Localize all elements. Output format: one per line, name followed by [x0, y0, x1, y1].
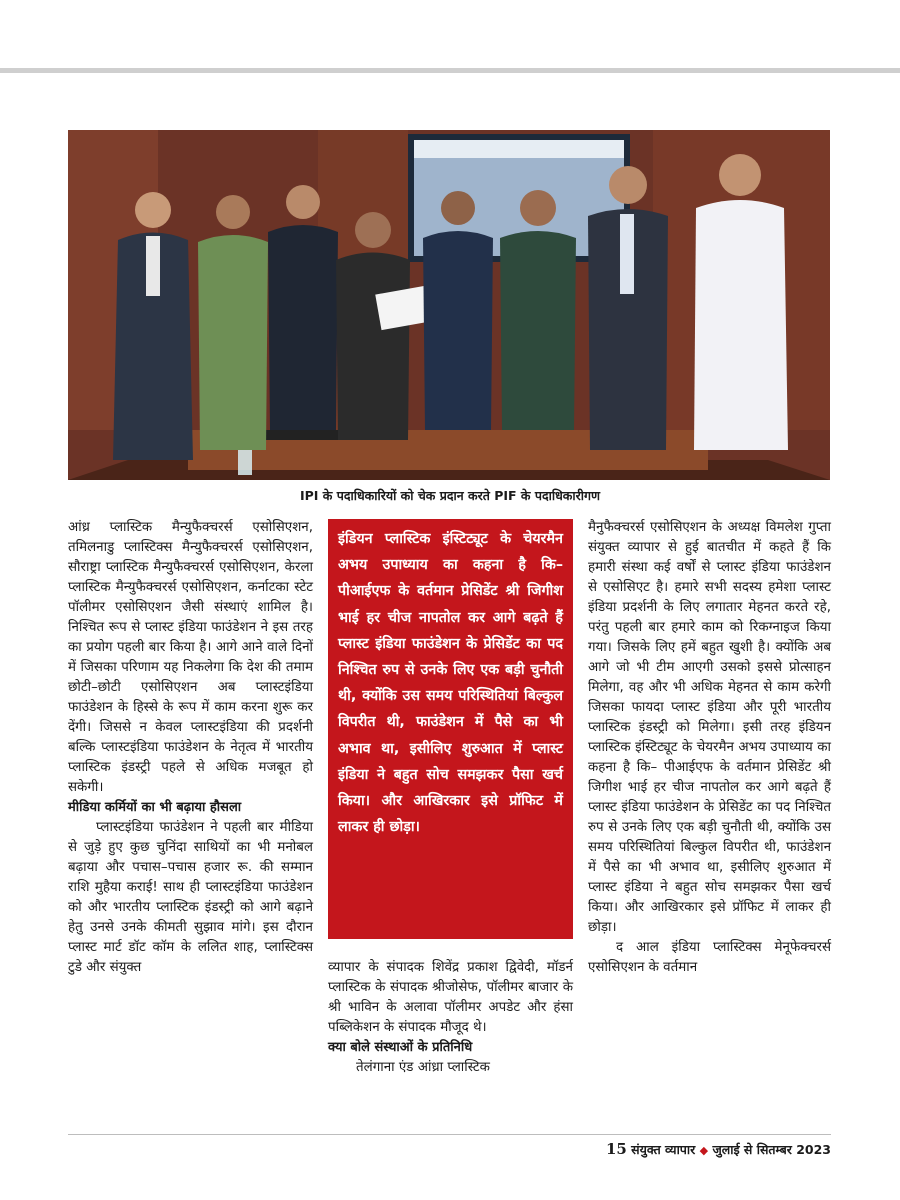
article-column-3 — [588, 518, 831, 978]
column2-subheading: क्या बोले संस्थाओं के प्रतिनिधि — [328, 1040, 473, 1055]
event-photo — [68, 130, 830, 480]
page-number: 15 — [605, 1140, 627, 1158]
article-column-1 — [68, 518, 313, 978]
event-photo-illustration — [68, 130, 830, 480]
article-column-2 — [328, 958, 573, 1078]
diamond-icon: ◆ — [699, 1144, 709, 1157]
column1-paragraph-2: प्लास्टइंडिया फाउंडेशन ने पहली बार मीडिया से जुड़े हुए कुछ चुनिंदा साथियों का भी मनोबल बढ़ाया और पचास–पचास हजार रू. की सम्मान राशि मुहैया कराई! साथ ही प्लास्टइंडिया फाउंडेशन को और भारतीय प्लास्टिक इंडस्ट्री को आगे बढ़ाने हेतु उनसे उनके कीमती सुझाव मांगे। इस दौरान प्लास्ट मार्ट डॉट कॉम के ललित शाह, प्लास्टिक्स टुडे और संयुक्त — [68, 820, 313, 975]
column2-paragraph-1: व्यापार के संपादक शिवेंद्र प्रकाश द्विवेदी, मॉडर्न प्लास्टिक के संपादक श्रीजोसेफ, पॉलीमर बाजार के श्री भाविन के अलावा पॉलीमर अपडेट और हंसा पब्लिकेशन के संपादक मौजूद थे। — [328, 960, 573, 1035]
column1-paragraph-1: आंध्र प्लास्टिक मैन्युफैक्चरर्स एसोसिएशन, तमिलनाडु प्लास्टिक्स मैन्युफैक्चरर्स एसोसिएशन, सौराष्ट्रा प्लास्टिक मैन्युफैक्चरर्स एसोसिएशन, केरला प्लास्टिक मैन्युफैक्चरर्स एसोसिएशन, कर्नाटका स्टेट पॉलीमर एसोसिएशन जैसी संस्थाएं शामिल है। निश्चित रूप से प्लास्ट इंडिया फाउंडेशन ने इस तरह का प्रयोग पहली बार किया है। आगे आने वाले दिनों में जिसका परिणाम यह निकलेगा कि देश की तमाम छोटी–छोटी एसोसिएशन अब प्लास्टइंडिया फाउंडेशन के हिस्से के रूप में काम करना शुरू कर देंगी। जिससे न केवल प्लास्टइंडिया की प्रदर्शनी बल्कि प्लास्टइंडिया फाउंडेशन के नेतृत्व में भारतीय प्लास्टिक इंडस्ट्री पहले से अधिक मजबूत हो सकेगी। — [68, 520, 313, 795]
column1-subheading: मीडिया कर्मियों का भी बढ़ाया हौसला — [68, 800, 242, 815]
page-footer — [606, 1140, 831, 1158]
top-rule — [0, 68, 900, 73]
pull-quote-box: इंडियन प्लास्टिक इंस्टिट्यूट के चेयरमैन अभय उपाध्याय का कहना है कि– पीआईएफ के वर्तमान प्रेसिडेंट श्री जिगीश भाई हर चीज नापतोल कर आगे बढ़ते हैं प्लास्ट इंडिया फाउंडेशन के प्रेसिडेंट का पद निश्चित रुप से उनके लिए एक बड़ी चुनौती थी, क्योंकि उस समय परिस्थितियां बिल्कुल विपरीत थी, फाउंडेशन में पैसे का भी अभाव था, इसीलिए शुरुआत में प्लास्ट इंडिया ने बहुत सोच समझकर पैसा खर्च किया। और आखिरकार इसे प्रॉफिट में लाकर ही छोड़ा। — [328, 519, 573, 939]
issue-date: जुलाई से सितम्बर 2023 — [712, 1142, 831, 1157]
photo-caption: IPI के पदाधिकारियों को चेक प्रदान करते PIF के पदाधिकारीगण — [299, 488, 601, 503]
keyboard — [258, 430, 348, 440]
footer-rule — [68, 1134, 831, 1135]
column3-paragraph-2: द आल इंडिया प्लास्टिक्स मेनूफेक्चरर्स एसोसिएशन के वर्तमान — [588, 940, 831, 975]
column2-paragraph-2: तेलंगाना एंड आंध्रा प्लास्टिक — [356, 1060, 490, 1075]
column3-paragraph-1: मैनुफैक्चरर्स एसोसिएशन के अध्यक्ष विमलेश गुप्ता संयुक्त व्यापार से हुई बातचीत में कहते हैं कि हमारी संस्था कई वर्षों से प्लास्ट इंडिया फाउंडेशन से एसोसिएट है। हमारे सभी सदस्य हमेशा प्लास्ट इंडिया प्रदर्शनी के लिए लगातार मेहनत करते रहे, परंतु पहली बार हमारे काम को रिकग्नाइज किया गया। जिसके लिए हमें बहुत खुशी है। क्योंकि अब आगे जो भी टीम आएगी उसको इससे प्रोत्साहन मिलेगा, वह और भी अधिक मेहनत से काम करेगी जिसका फायदा प्लास्ट इंडिया और पूरी भारतीय प्लास्टिक इंडस्ट्री को मिलेगा। इसी तरह इंडियन प्लास्टिक इंस्टिट्यूट के चेयरमैन अभय उपाध्याय का कहना है कि– पीआईएफ के वर्तमान प्रेसिडेंट श्री जिगीश भाई हर चीज नापतोल कर आगे बढ़ते हैं प्लास्ट इंडिया फाउंडेशन के प्रेसिडेंट का पद निश्चित रुप से उनके लिए एक बड़ी चुनौती थी, क्योंकि उस समय परिस्थितियां बिल्कुल विपरीत थी, फाउंडेशन में पैसे का भी अभाव था, इसीलिए शुरुआत में प्लास्ट इंडिया ने बहुत सोच समझकर पैसा खर्च किया। और आखिरकार इसे प्रॉफिट में लाकर ही छोड़ा। — [588, 520, 831, 935]
publication-name: संयुक्त व्यापार — [631, 1142, 696, 1157]
